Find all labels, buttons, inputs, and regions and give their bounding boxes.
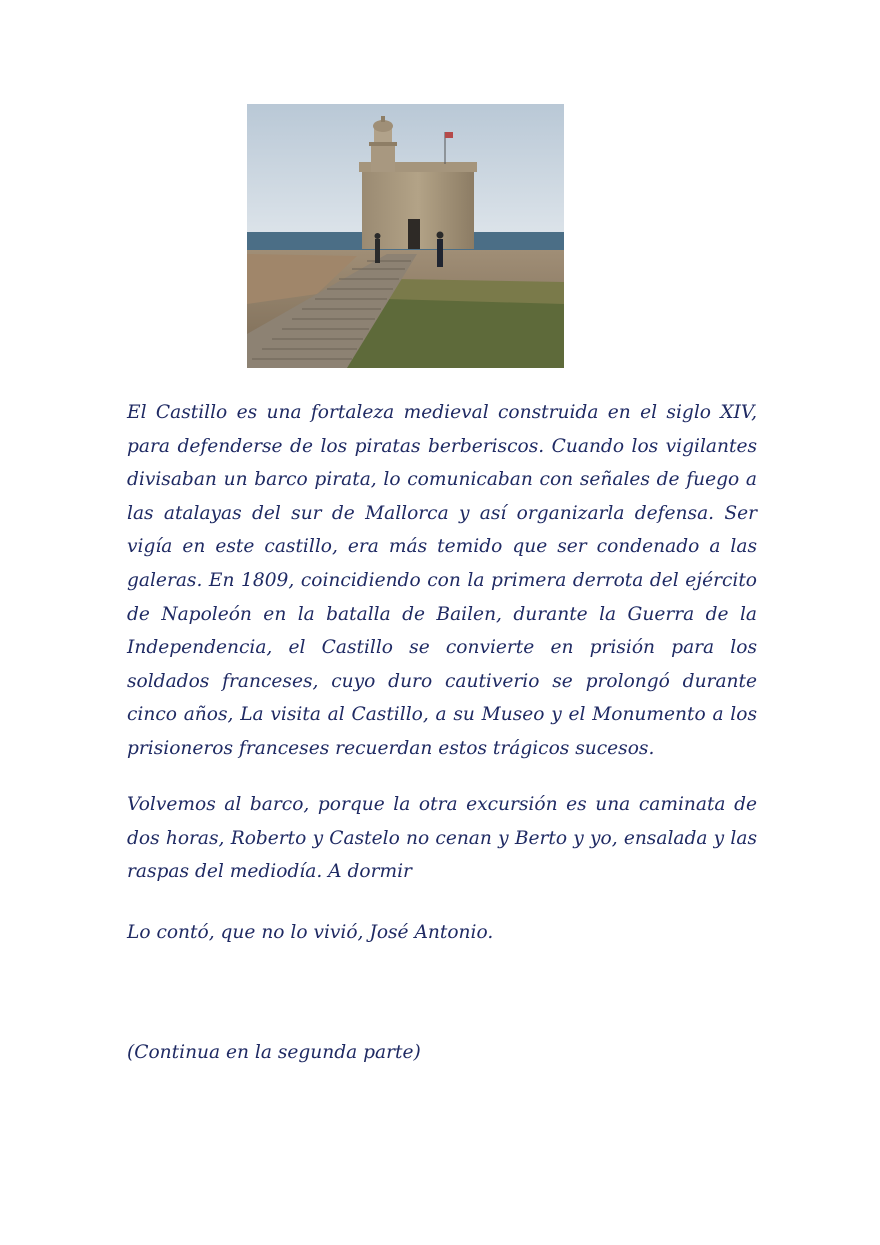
- paragraph-return-boat: Volvemos al barco, porque la otra excursión es una caminata de dos horas, Roberto y Castelo no cenan y Berto y yo, ensalada y las raspas del mediodía. A dormir: [127, 794, 757, 883]
- paragraph-signature: Lo contó, que no lo vivió, José Antonio.: [127, 922, 494, 943]
- paragraph-continuation-note: (Continua en la segunda parte): [127, 1042, 421, 1063]
- paragraph-castle-history: El Castillo es una fortaleza medieval construida en el siglo XIV, para defenderse de los piratas berberiscos. Cuando los vigilantes divisaban un barco pirata, lo comunicaban con señales de fuego a las atalayas del sur de Mallorca y así organizarla defensa. Ser vigía en este castillo, era más temido que ser condenado a las galeras. En 1809, coincidiendo con la primera derrota del ejército de Napoleón en la batalla de Bailen, durante la Guerra de la Independencia, el Castillo se convierte en prisión para los soldados franceses, cuyo duro cautiverio se prolongó durante cinco años, La visita al Castillo, a su Museo y el Monumento a los prisioneros franceses recuerdan estos trágicos sucesos.: [127, 402, 757, 759]
- castle-photo: [247, 104, 564, 368]
- castle-photo-illustration: [247, 104, 564, 368]
